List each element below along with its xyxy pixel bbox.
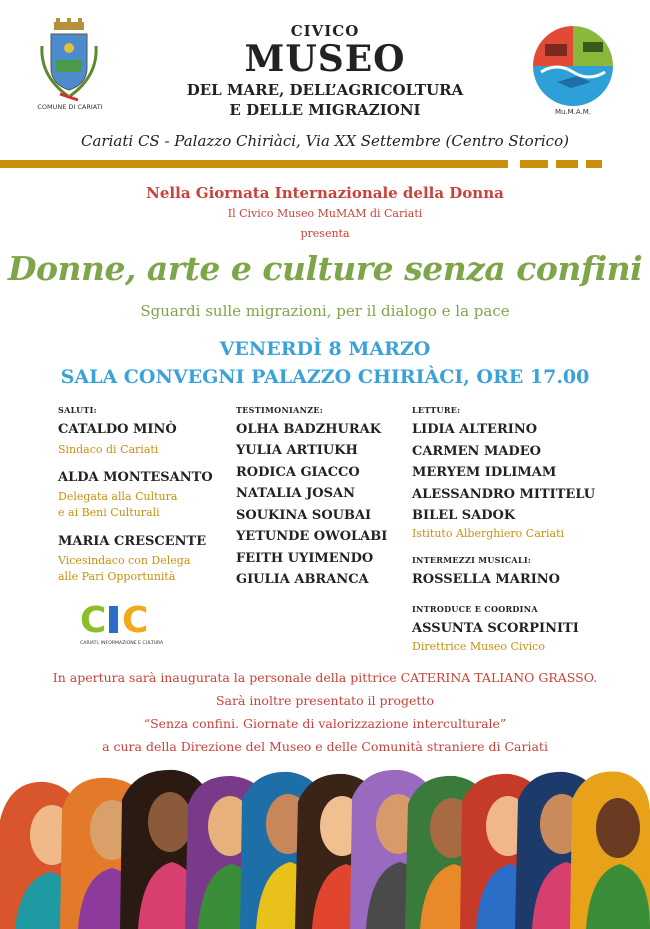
testimonianze-heading: TESTIMONIANZE: xyxy=(236,405,324,415)
mumam-logo-icon xyxy=(527,22,619,106)
letture-heading: LETTURE: xyxy=(412,405,461,415)
school-name: Istituto Alberghiero Cariati xyxy=(412,527,565,540)
museum-address: Cariati CS - Palazzo Chiriàci, Via XX Settembre (Centro Storico) xyxy=(81,132,569,150)
saluti-name: ALDA MONTESANTO xyxy=(58,470,213,485)
testimonianza-name: OLHA BADZHURAK xyxy=(236,422,382,437)
logo-caption: Mu.M.A.M. xyxy=(554,108,592,116)
lettura-name: LIDIA ALTERINO xyxy=(412,422,538,437)
svg-text:C: C xyxy=(80,600,107,641)
gold-divider-bar xyxy=(0,160,508,168)
moderator-name: ASSUNTA SCORPINITI xyxy=(412,621,579,636)
cic-logo-icon xyxy=(80,600,190,650)
note-line: Sarà inoltre presentato il progetto xyxy=(215,693,435,708)
header-civico: CIVICO xyxy=(290,22,360,40)
woman-figure xyxy=(570,772,650,929)
lettura-name: MERYEM IDLIMAM xyxy=(412,465,557,480)
saluti-role: Delegata alla Cultura xyxy=(58,490,178,503)
saluti-role: Vicesindaco con Delega xyxy=(58,554,191,567)
event-subtitle: Sguardi sulle migrazioni, per il dialogo e la pace xyxy=(140,302,510,320)
saluti-heading: SALUTI: xyxy=(58,405,97,415)
music-performer-name: ROSSELLA MARINO xyxy=(412,572,560,587)
event-occasion: Nella Giornata Internazionale della Donna xyxy=(146,184,504,202)
lettura-name: CARMEN MADEO xyxy=(412,444,541,459)
event-date: VENERDÌ 8 MARZO xyxy=(219,338,431,360)
testimonianza-name: YULIA ARTIUKH xyxy=(236,443,358,458)
music-heading: INTERMEZZI MUSICALI: xyxy=(412,555,532,565)
testimonianza-name: YETUNDE OWOLABI xyxy=(236,529,388,544)
saluti-role: e ai Beni Culturali xyxy=(58,506,160,519)
gold-divider-segment xyxy=(586,160,602,168)
gold-divider-segment xyxy=(520,160,548,168)
lettura-name: BILEL SADOK xyxy=(412,508,516,523)
header-line3: DEL MARE, DELL’AGRICOLTURA xyxy=(186,81,464,99)
moderator-role: Direttrice Museo Civico xyxy=(412,640,545,653)
saluti-role: Sindaco di Cariati xyxy=(58,443,159,456)
crest-caption: COMUNE DI CARIATI xyxy=(37,103,103,111)
saluti-name: MARIA CRESCENTE xyxy=(58,534,207,549)
moderator-heading: INTRODUCE E COORDINA xyxy=(412,604,538,614)
testimonianza-name: RODICA GIACCO xyxy=(236,465,360,480)
svg-text:C: C xyxy=(122,600,149,641)
saluti-name: CATALDO MINÒ xyxy=(58,422,177,437)
header-museo: MUSEO xyxy=(244,38,406,80)
testimonianza-name: GIULIA ABRANCA xyxy=(236,572,369,587)
testimonianza-name: NATALIA JOSAN xyxy=(236,486,355,501)
cic-caption: CARIATI, INFORMAZIONE E CULTURA xyxy=(80,641,164,646)
event-venue: SALA CONVEGNI PALAZZO CHIRIÀCI, ORE 17.00 xyxy=(60,366,590,388)
women-illustration xyxy=(0,760,650,929)
lettura-name: ALESSANDRO MITITELU xyxy=(412,487,596,502)
saluti-role: alle Pari Opportunità xyxy=(58,570,176,583)
event-title: Donne, arte e culture senza confini xyxy=(7,249,643,288)
event-presents: presenta xyxy=(300,227,350,240)
note-line: “Senza confini. Giornate di valorizzazione interculturale” xyxy=(143,716,507,731)
note-line: In apertura sarà inaugurata la personale della pittrice CATERINA TALIANO GRASSO. xyxy=(52,670,598,685)
testimonianza-name: FEITH UYIMENDO xyxy=(236,551,374,566)
testimonianza-name: SOUKINA SOUBAI xyxy=(236,508,372,523)
header-line4: E DELLE MIGRAZIONI xyxy=(229,101,421,119)
event-presenter: Il Civico Museo MuMAM di Cariati xyxy=(227,207,423,220)
gold-divider-segment xyxy=(556,160,578,168)
note-line: a cura della Direzione del Museo e delle Comunità straniere di Cariati xyxy=(102,739,548,754)
